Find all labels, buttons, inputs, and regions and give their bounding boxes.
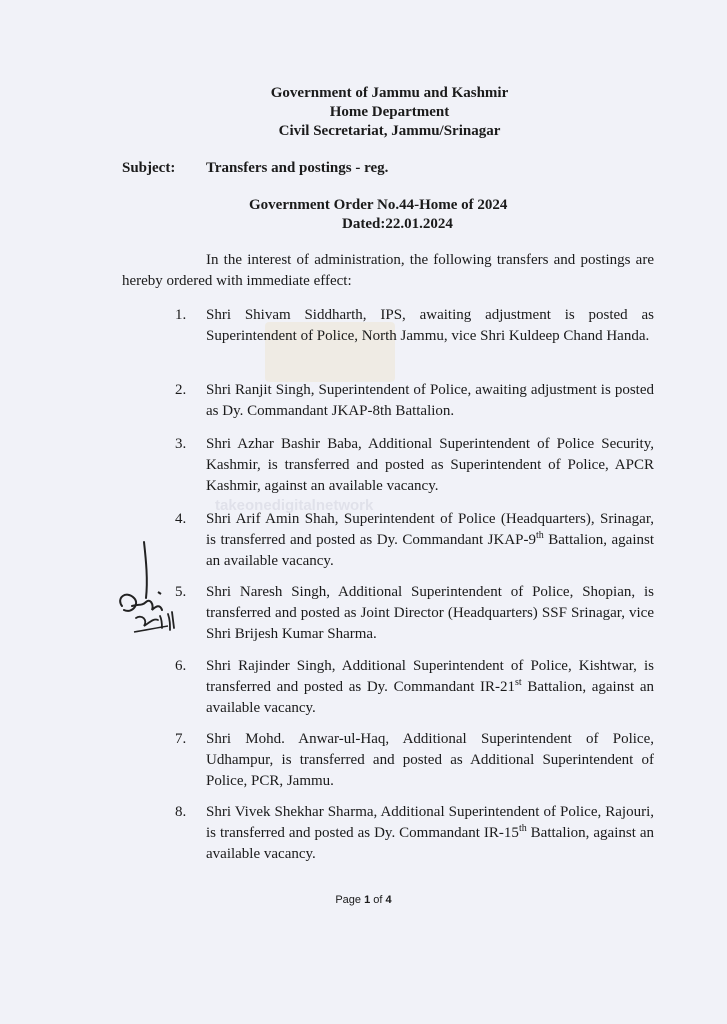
item-number: 5. [175,584,187,600]
order-number: Government Order No.44-Home of 2024 [249,197,508,213]
letterhead [0,84,727,141]
item-number: 1. [175,307,187,323]
item-text: Shri Mohd. Anwar-ul-Haq, Additional Superintendent of Police, Udhampur, is transferred and posted as Additional Superintendent of Police, PCR, Jammu. [206,731,654,789]
item-text: Shri Naresh Singh, Additional Superintendent of Police, Shopian, is transferred and posted as Joint Director (Headquarters) SSF Srinagar, vice Shri Brijesh Kumar Sharma. [206,584,654,642]
item-text: Shri Azhar Bashir Baba, Additional Superintendent of Police Security, Kashmir, is transferred and posted as Superintendent of Police, APCR Kashmir, against an available vacancy. [206,436,654,494]
item-text: Shri Ranjit Singh, Superintendent of Police, awaiting adjustment is posted as Dy. Commandant JKAP-8th Battalion. [206,382,654,419]
watermark-text: takeonedigitalnetwork [215,497,374,514]
item-text: Shri Vivek Shekhar Sharma, Additional Superintendent of Police, Rajouri, is transferred and posted as Dy. Commandant IR-15th Battalion, against an available vacancy. [206,804,654,862]
item-text: Shri Shivam Siddharth, IPS, awaiting adjustment is posted as Superintendent of Police, North Jammu, vice Shri Kuldeep Chand Handa. [206,307,654,344]
total-pages: 4 [385,894,392,906]
item-text: Shri Arif Amin Shah, Superintendent of Police (Headquarters), Srinagar, is transferred and posted as Dy. Commandant JKAP-9th Battalion, against an available vacancy. [206,511,654,569]
subject-text: Transfers and postings - reg. [206,160,389,176]
header-government: Government of Jammu and Kashmir [270,85,509,101]
item-text: Shri Rajinder Singh, Additional Superintendent of Police, Kishtwar, is transferred and posted as Dy. Commandant IR-21st Battalion, against an available vacancy. [206,658,655,716]
subject-line [122,160,388,177]
current-page: 1 [364,894,371,906]
page-footer: Page 1 of 4 [335,894,392,906]
item-number: 4. [175,511,187,527]
item-number: 2. [175,382,187,398]
item-number: 8. [175,804,187,820]
header-secretariat: Civil Secretariat, Jammu/Srinagar [278,123,501,139]
header-department: Home Department [329,104,450,120]
item-number: 7. [175,731,187,747]
handwritten-signature [112,540,192,640]
intro-paragraph: In the interest of administration, the following transfers and postings are hereby ordered with immediate effect: [122,252,654,289]
order-date: Dated:22.01.2024 [342,216,453,232]
subject-label: Subject: [122,160,176,176]
item-number: 6. [175,658,187,674]
item-number: 3. [175,436,187,452]
